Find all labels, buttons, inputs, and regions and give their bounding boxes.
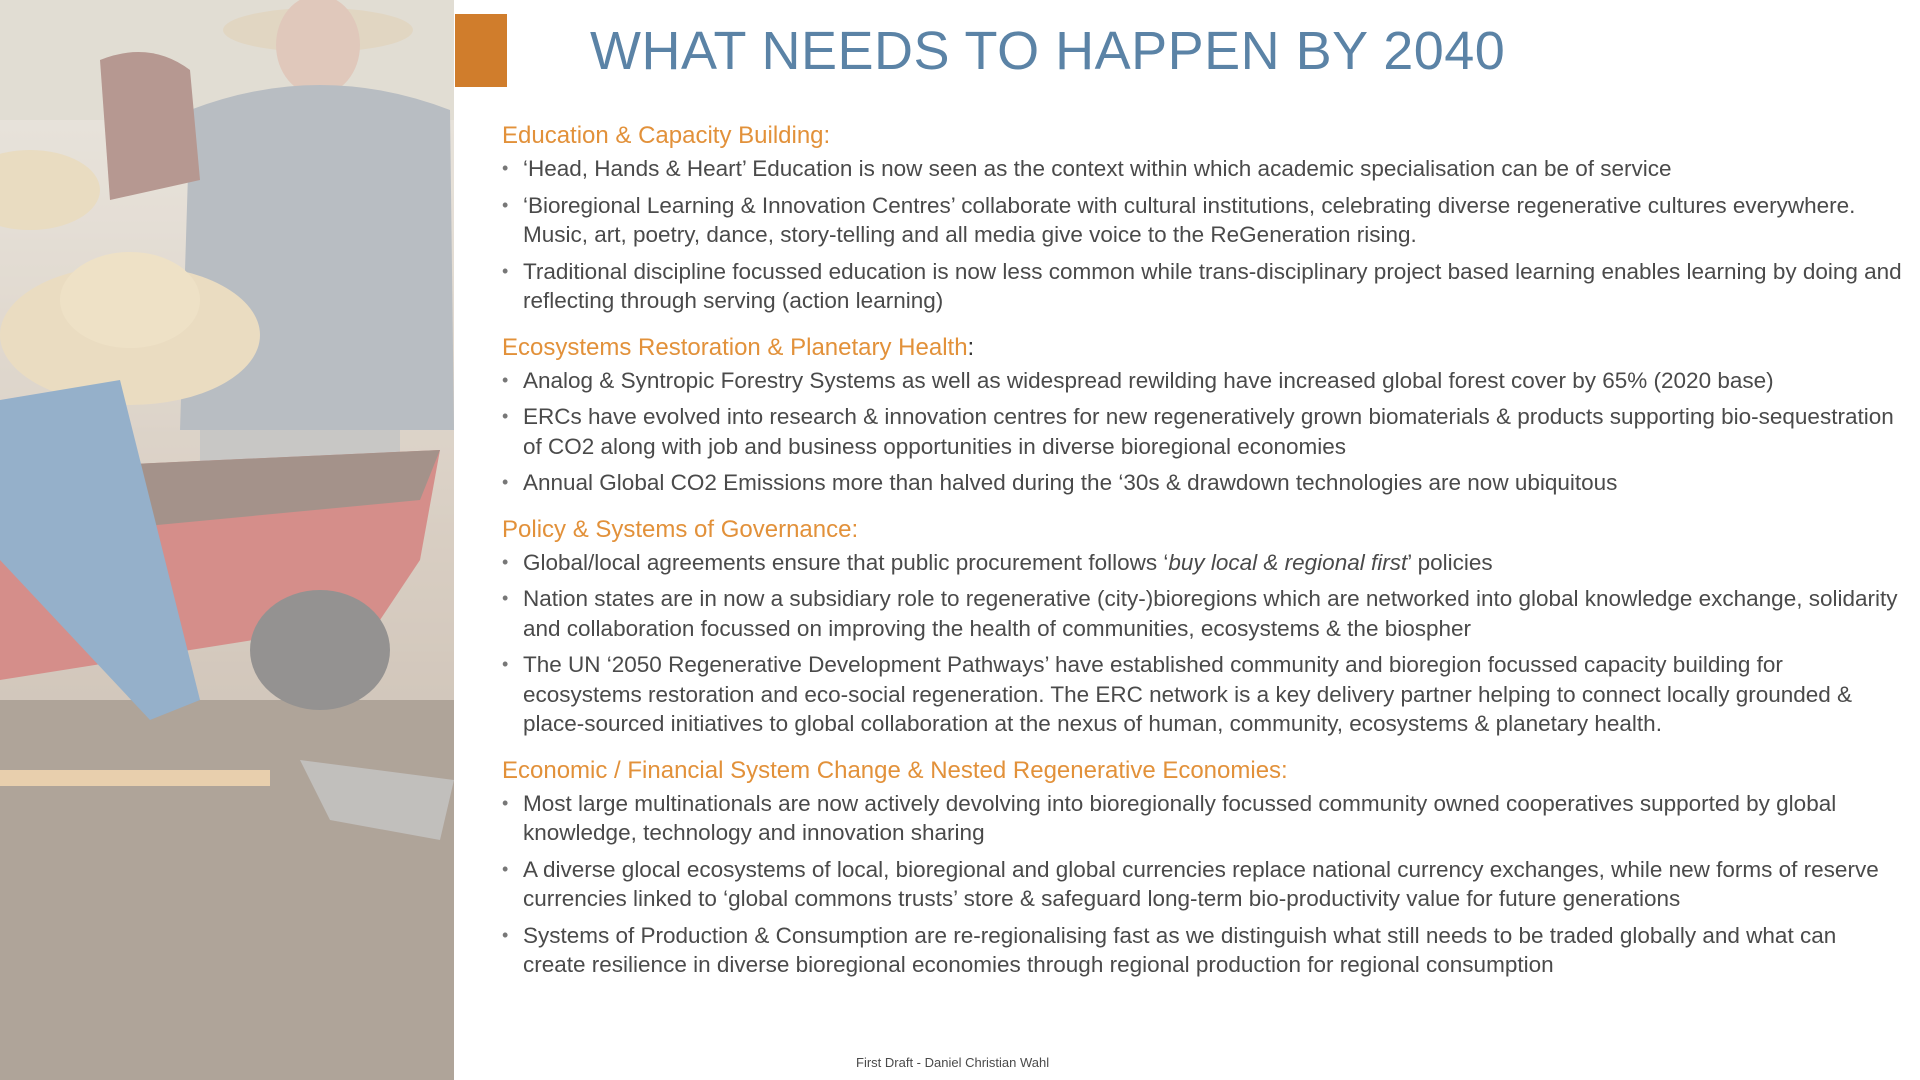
section-heading-text: Ecosystems Restoration & Planetary Health (502, 333, 968, 361)
list-item-emphasis: buy local & regional first (1168, 549, 1408, 575)
list-item (502, 468, 1902, 498)
bullet-icon: • (502, 654, 509, 674)
bullet-icon: • (502, 858, 509, 879)
list-item-text: Annual Global CO2 Emissions more than halved during the ‘30s & drawdown technologies are now ubiquitous (523, 470, 1618, 495)
footer-credit: First Draft - Daniel Christian Wahl (856, 1055, 1050, 1070)
section-heading (502, 332, 1902, 364)
bullet-icon: • (502, 792, 509, 813)
list-item (502, 154, 1902, 184)
content-area (502, 120, 1902, 996)
bullet-icon: • (502, 260, 509, 281)
list-item-text: Systems of Production & Consumption are re-regionalising fast as we distinguish what still needs to be traded globally and what can create resilience in diverse bioregional economies through regional production for regional consumption (523, 922, 1837, 977)
list-item-text: Traditional discipline focussed education is now less common while trans-disciplinary project based learning enables learning by doing and reflecting through serving (action learning) (523, 258, 1902, 313)
list-item (502, 257, 1902, 316)
bullet-list (502, 548, 1902, 739)
list-item (502, 402, 1902, 461)
list-item-text: ‘Head, Hands & Heart’ Education is now seen as the context within which academic specialisation can be of service (523, 156, 1672, 181)
list-item (502, 191, 1902, 250)
list-item-text: ERCs have evolved into research & innovation centres for new regeneratively grown biomaterials & products supporting bio-sequestration of CO2 along with job and business opportunities in diverse bioregional economies (523, 404, 1894, 459)
bullet-list (502, 366, 1902, 498)
accent-square (455, 14, 507, 87)
section-heading: Education & Capacity Building: (502, 122, 831, 149)
list-item-text: ‘Bioregional Learning & Innovation Centres’ collaborate with cultural institutions, celebrating diverse regenerative cultures everywhere. Music, art, poetry, dance, story-telling and all media give voice to the ReGeneration rising. (523, 192, 1856, 247)
list-item-text-post: ’ policies (1407, 549, 1493, 575)
heading-colon: : (967, 333, 975, 361)
bullet-icon: • (502, 551, 509, 572)
bullet-list (502, 789, 1902, 980)
section-policy (502, 514, 1902, 739)
bullet-list (502, 154, 1902, 316)
section-economic (502, 755, 1902, 980)
bullet-icon: • (502, 194, 509, 215)
list-item-text: Most large multinationals are now actively devolving into bioregionally focussed community owned cooperatives supported by global knowledge, technology and innovation sharing (523, 790, 1837, 845)
list-item (502, 366, 1902, 396)
list-item (502, 650, 1902, 739)
bullet-icon: • (502, 472, 509, 492)
list-item-text: A diverse glocal ecosystems of local, bioregional and global currencies replace national currency exchanges, while new forms of reserve currencies linked to ‘global commons trusts’ store & safeguard long-term bio-productivity value for future generations (523, 856, 1879, 911)
page-title: WHAT NEEDS TO HAPPEN BY 2040 (590, 21, 1506, 81)
list-item (502, 855, 1902, 914)
background-photo (0, 0, 454, 1080)
list-item (502, 584, 1902, 643)
list-item-text: The UN ‘2050 Regenerative Development Pathways’ have established community and bioregion focussed capacity building for ecosystems restoration and eco-social regeneration. The ERC network is a key delivery partner helping to connect locally grounded & place-sourced initiatives to global collaboration at the nexus of human, community, ecosystems & planetary health. (523, 652, 1853, 736)
bullet-icon: • (502, 588, 509, 608)
bullet-icon: • (502, 406, 509, 426)
photo-fade-overlay (0, 0, 454, 1080)
bullet-icon: • (502, 369, 509, 390)
list-item-text: Analog & Syntropic Forestry Systems as well as widespread rewilding have increased global forest cover by 65% (2020 base) (523, 367, 1774, 393)
section-heading: Economic / Financial System Change & Nested Regenerative Economies: (502, 756, 1288, 784)
section-education (502, 120, 1902, 316)
bullet-icon: • (502, 924, 509, 945)
section-heading: Policy & Systems of Governance: (502, 515, 859, 543)
list-item-text: Nation states are in now a subsidiary role to regenerative (city-)bioregions which are networked into global knowledge exchange, solidarity and collaboration focussed on improving the health of communities, ecosystems & the biospher (523, 586, 1898, 641)
list-item (502, 548, 1902, 578)
list-item-text-pre: Global/local agreements ensure that public procurement follows ‘ (523, 549, 1169, 575)
list-item (502, 921, 1902, 980)
list-item (502, 789, 1902, 848)
section-ecosystems (502, 332, 1902, 498)
bullet-icon: • (502, 158, 509, 178)
